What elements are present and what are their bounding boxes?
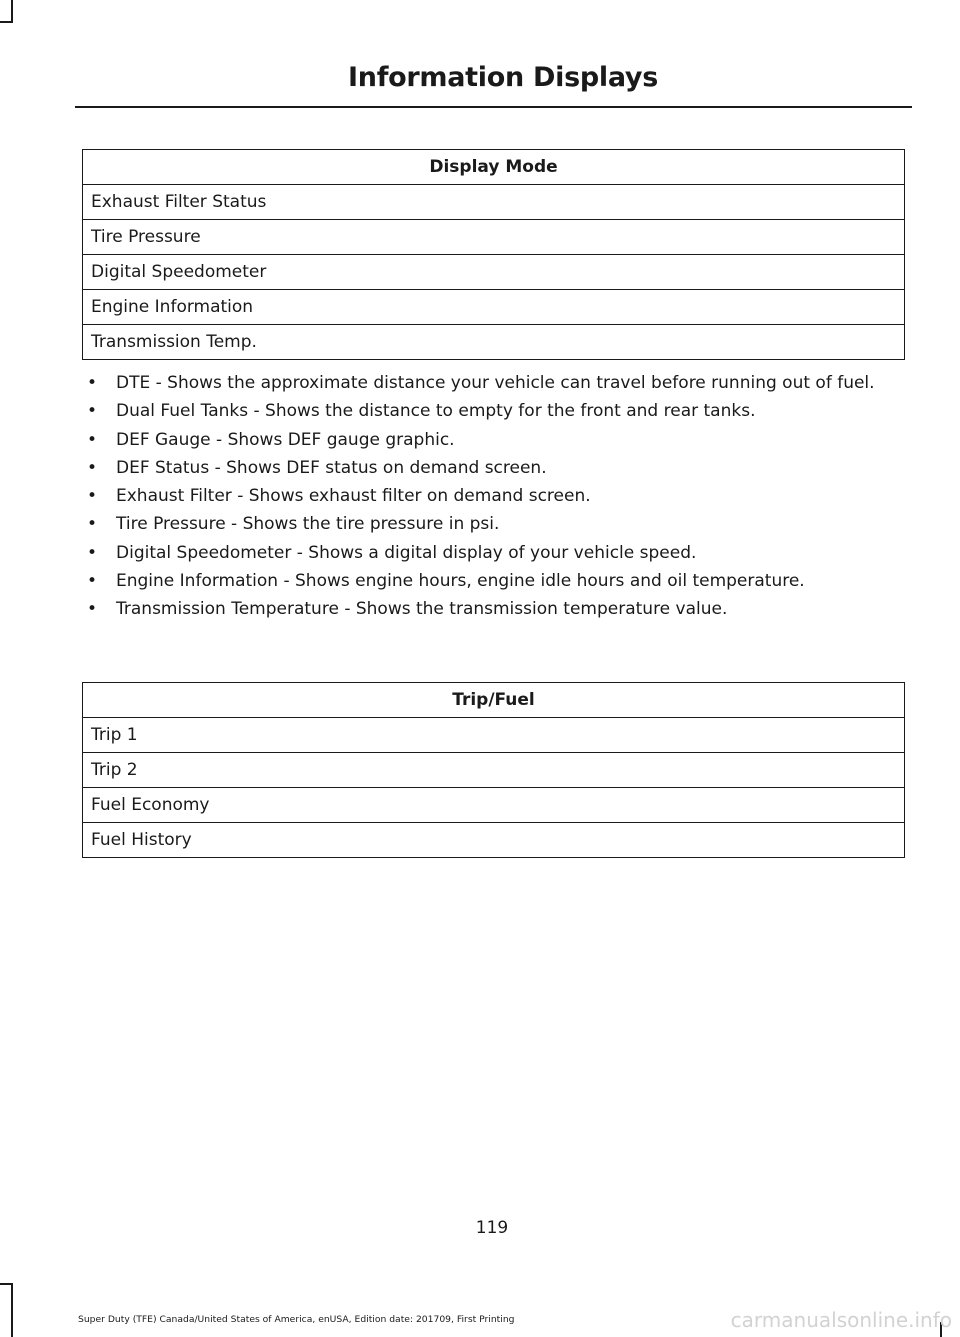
list-item (82, 485, 905, 507)
list-item-text: Engine Information - Shows engine hours, engine idle hours and oil temperature. (116, 571, 805, 592)
table-cell: Trip 2 (83, 753, 905, 788)
trip-fuel-table (82, 682, 905, 858)
table-cell: Digital Speedometer (83, 255, 905, 290)
table-row (83, 788, 905, 823)
list-item-text: Dual Fuel Tanks - Shows the distance to empty for the front and rear tanks. (116, 401, 756, 422)
crop-mark-top-left (11, 0, 13, 22)
list-item-text: Digital Speedometer - Shows a digital display of your vehicle speed. (116, 542, 697, 563)
bullet-marker: • (87, 542, 98, 563)
edition-footer: Super Duty (TFE) Canada/United States of America, enUSA, Edition date: 201709, First Printing (78, 1314, 515, 1325)
page-header (75, 58, 912, 108)
list-item (82, 429, 905, 451)
bullet-marker: • (87, 457, 98, 478)
bullet-marker: • (87, 401, 98, 422)
list-item (82, 542, 905, 564)
table-cell: Engine Information (83, 290, 905, 325)
bullet-marker: • (87, 514, 98, 535)
bullet-marker: • (87, 373, 98, 393)
list-item (82, 400, 905, 422)
page-title: Information Displays (348, 62, 658, 93)
list-item-text: DTE - Shows the approximate distance your vehicle can travel before running out of fuel. (116, 373, 875, 393)
list-item (82, 372, 905, 394)
bullet-marker: • (87, 571, 98, 592)
table-row (83, 753, 905, 788)
list-item-text: Exhaust Filter - Shows exhaust filter on demand screen. (116, 486, 591, 507)
bullet-marker: • (87, 599, 98, 620)
list-item (82, 598, 905, 620)
crop-mark-bottom-left (0, 1283, 13, 1285)
feature-bullet-list (82, 372, 905, 627)
bullet-marker: • (87, 429, 98, 450)
table-cell: Trip 1 (83, 718, 905, 753)
watermark: carmanualsonline.info (730, 1308, 952, 1332)
table-row (83, 220, 905, 255)
crop-mark-bottom-left (11, 1283, 13, 1337)
list-item (82, 570, 905, 592)
list-item-text: Transmission Temperature - Shows the transmission temperature value. (116, 599, 728, 620)
table-row (83, 823, 905, 858)
table-row (83, 255, 905, 290)
table-row (83, 290, 905, 325)
page-number: 119 (475, 1218, 509, 1238)
table-header-row (83, 683, 905, 718)
list-item-text: DEF Status - Shows DEF status on demand screen. (116, 457, 547, 478)
table-row (83, 718, 905, 753)
list-item (82, 513, 905, 535)
table-row (83, 185, 905, 220)
list-item-text: Tire Pressure - Shows the tire pressure in psi. (116, 514, 500, 535)
list-item (82, 457, 905, 479)
table-cell: Fuel Economy (83, 788, 905, 823)
table-cell: Tire Pressure (83, 220, 905, 255)
table-heading: Display Mode (83, 150, 905, 185)
crop-mark-top-left (0, 21, 13, 23)
table-cell: Fuel History (83, 823, 905, 858)
table-cell: Transmission Temp. (83, 325, 905, 360)
table-cell: Exhaust Filter Status (83, 185, 905, 220)
display-mode-table (82, 149, 905, 360)
list-item-text: DEF Gauge - Shows DEF gauge graphic. (116, 429, 455, 450)
table-header-row (83, 150, 905, 185)
bullet-marker: • (87, 486, 98, 507)
table-row (83, 325, 905, 360)
table-heading: Trip/Fuel (83, 683, 905, 718)
